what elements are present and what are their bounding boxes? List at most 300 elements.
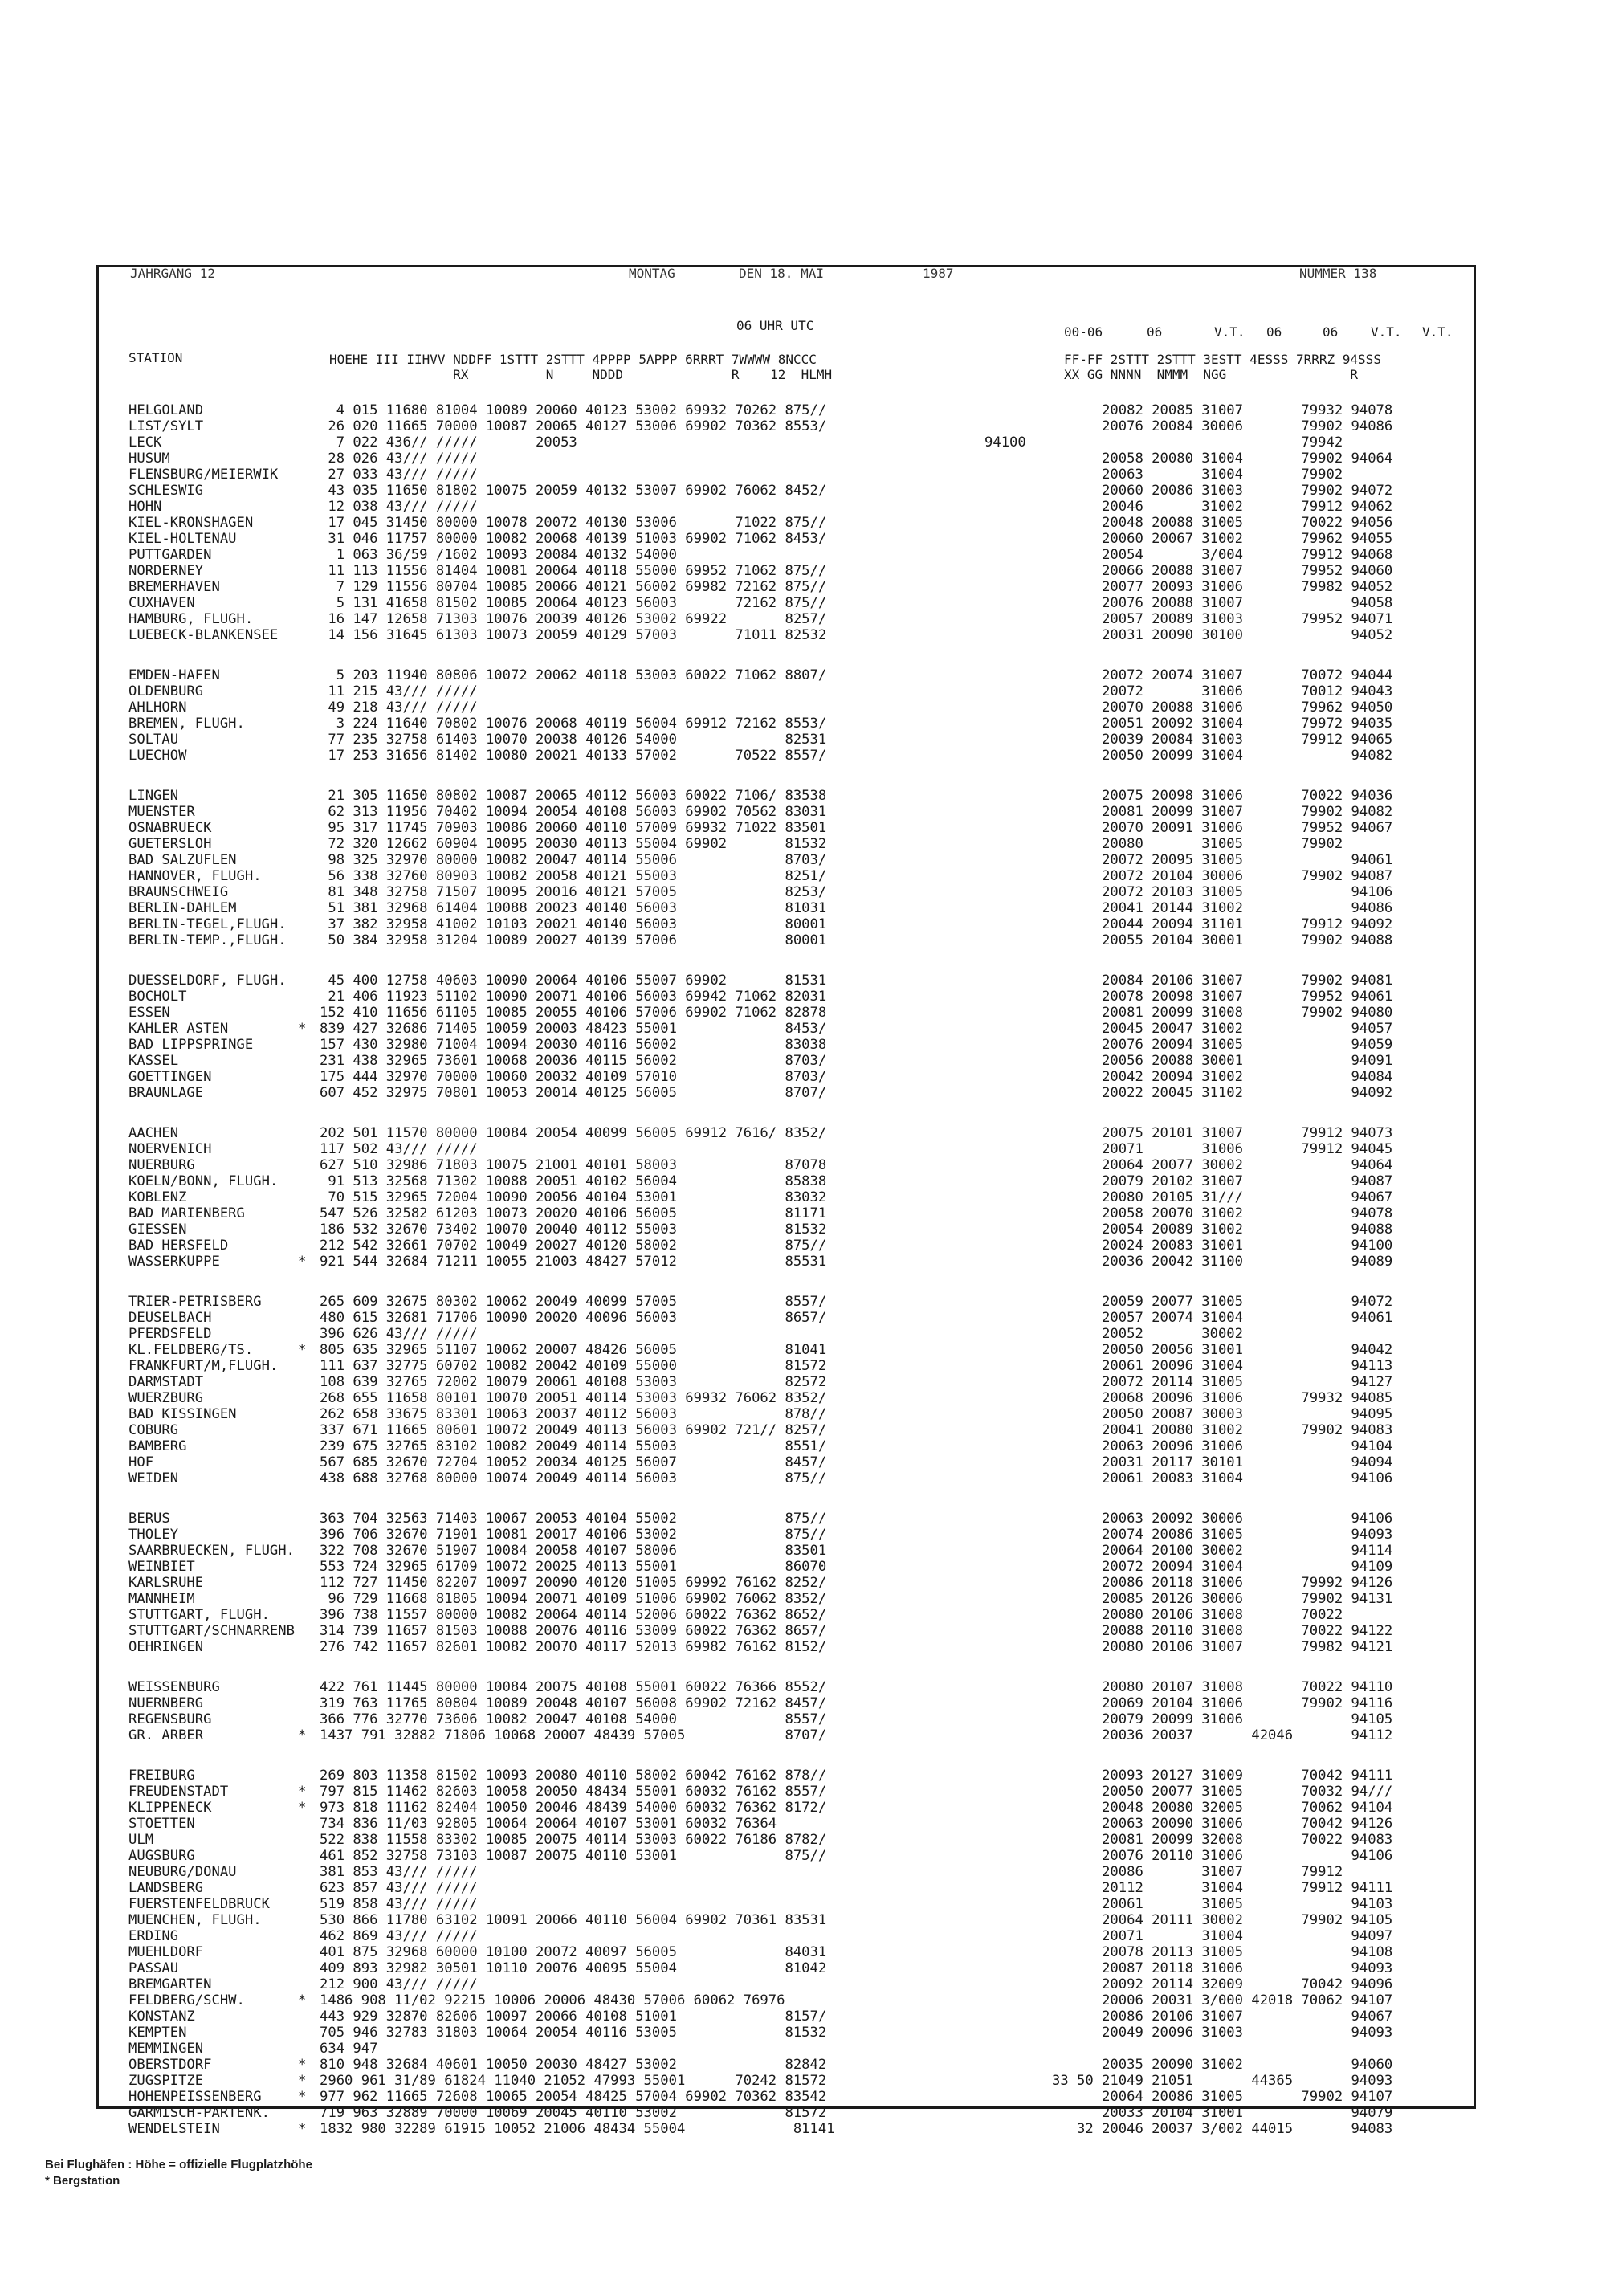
obs-block: 51 381 32968 61404 10088 20023 40140 56003 81031 [320, 900, 827, 916]
forecast-block: 20064 20077 30002 94064 [1052, 1157, 1393, 1173]
forecast-block: 20081 20099 31007 79902 94082 [1052, 804, 1393, 820]
obs-block: 553 724 32965 61709 10072 20025 40113 55001 86070 [320, 1559, 827, 1575]
station-name: OLDENBURG [128, 683, 204, 699]
station-name: BERLIN-TEMP.,FLUGH. [128, 932, 287, 948]
station-name: STOETTEN [128, 1816, 195, 1832]
forecast-block: 20050 20056 31001 94042 [1052, 1342, 1393, 1358]
forecast-block: 20060 20086 31003 79902 94072 [1052, 483, 1393, 499]
obs-block: 396 738 11557 80000 10082 20064 40114 52006 60022 76362 8652/ [320, 1607, 827, 1623]
forecast-block: 20058 20070 31002 94078 [1052, 1205, 1393, 1221]
forecast-block: 20080 20105 31/// 94067 [1052, 1189, 1393, 1205]
station-name: BERLIN-DAHLEM [128, 900, 237, 916]
station-name: AHLHORN [128, 699, 187, 716]
obs-block: 186 532 32670 73402 10070 20040 40112 55003 81532 [320, 1221, 827, 1238]
forecast-block: 20085 20126 30006 79902 94131 [1052, 1591, 1393, 1607]
obs-block: 21 305 11650 80802 10087 20065 40112 56003 60022 7106/ 83538 [320, 788, 827, 804]
forecast-block: 20072 31006 70012 94043 [1052, 683, 1393, 699]
obs-block: 438 688 32768 80000 10074 20049 40114 56003 875// [320, 1470, 827, 1486]
obs-block: 112 727 11450 82207 10097 20090 40120 51005 69992 76162 8252/ [320, 1575, 827, 1591]
forecast-block: 20063 20092 30006 94106 [1052, 1511, 1393, 1527]
station-name: LUEBECK-BLANKENSEE [128, 627, 279, 643]
forecast-block: 20075 20101 31007 79912 94073 [1052, 1125, 1393, 1141]
forecast-block: 20033 20104 31001 94079 [1052, 2105, 1393, 2121]
station-name: KL.FELDBERG/TS. [128, 1342, 254, 1358]
station-name: EMDEN-HAFEN [128, 667, 220, 683]
forecast-block: 20036 20042 31100 94089 [1052, 1254, 1393, 1270]
station-name: NOERVENICH [128, 1141, 212, 1157]
station-name: BAD KISSINGEN [128, 1406, 237, 1422]
obs-block: 28 026 43/// ///// [320, 451, 478, 467]
forecast-block: 20064 20086 31005 79902 94107 [1052, 2089, 1393, 2105]
station-name: MUEHLDORF [128, 1944, 204, 1960]
forecast-block: 20069 20104 31006 79902 94116 [1052, 1695, 1393, 1711]
forecast-block: 20050 20077 31005 70032 94/// [1052, 1784, 1393, 1800]
time-label-06c: 06 [1323, 324, 1339, 340]
station-name: LIST/SYLT [128, 418, 204, 434]
obs-block: 719 963 32889 70000 10069 20045 40110 53002 81572 [320, 2105, 827, 2121]
station-name: WUERZBURG [128, 1390, 204, 1406]
station-name: HUSUM [128, 451, 170, 467]
obs-block: 17 253 31656 81402 10080 20021 40133 57002 70522 8557/ [320, 748, 827, 764]
station-name: NORDERNEY [128, 563, 204, 579]
forecast-block: 20061 20096 31004 94113 [1052, 1358, 1393, 1374]
station-name: WEISSENBURG [128, 1679, 220, 1695]
obs-block: 202 501 11570 80000 10084 20054 40099 56005 69912 7616/ 8352/ [320, 1125, 827, 1141]
right-header-row1: FF-FF 2STTT 2STTT 3ESTT 4ESSS 7RRRZ 94SSS [1064, 352, 1381, 367]
obs-block: 96 729 11668 81805 10094 20071 40109 51006 69902 76062 8352/ [320, 1591, 827, 1607]
forecast-block: 20080 20106 31007 79982 94121 [1052, 1639, 1393, 1655]
forecast-block: 20058 20080 31004 79902 94064 [1052, 451, 1393, 467]
obs-block: 152 410 11656 61105 10085 20055 40106 57006 69902 71062 82878 [320, 1005, 827, 1021]
station-name: SOLTAU [128, 732, 179, 748]
obs-block: 634 947 [320, 2041, 378, 2057]
obs-block: 212 900 43/// ///// [320, 1976, 478, 1992]
obs-block: 7 129 11556 80704 10085 20066 40121 56002 69982 72162 875// [320, 579, 827, 595]
forecast-block: 20092 20114 32009 70042 94096 [1052, 1976, 1393, 1992]
station-name: KASSEL [128, 1053, 179, 1069]
station-name: DEUSELBACH [128, 1310, 212, 1326]
station-name: DARMSTADT [128, 1374, 204, 1390]
forecast-block: 20064 20111 30002 79902 94105 [1052, 1912, 1393, 1928]
station-name: WENDELSTEIN [128, 2121, 220, 2137]
obs-block: 11 113 11556 81404 10081 20064 40118 55000 69952 71062 875// [320, 563, 827, 579]
station-name: HAMBURG, FLUGH. [128, 611, 254, 627]
obs-block: 43 035 11650 81802 10075 20059 40132 53007 69902 76062 8452/ [320, 483, 827, 499]
station-name: KOELN/BONN, FLUGH. [128, 1173, 279, 1189]
obs-block: 239 675 32765 83102 10082 20049 40114 55003 8551/ [320, 1438, 827, 1454]
forecast-block: 20054 20089 31002 94088 [1052, 1221, 1393, 1238]
obs-block: 607 452 32975 70801 10053 20014 40125 56005 8707/ [320, 1085, 827, 1101]
station-name: OEHRINGEN [128, 1639, 204, 1655]
forecast-block: 20068 20096 31006 79932 94085 [1052, 1390, 1393, 1406]
obs-block: 70 515 32965 72004 10090 20056 40104 53001 83032 [320, 1189, 827, 1205]
station-name: FLENSBURG/MEIERWIK [128, 467, 279, 483]
left-header-row2: RX N NDDD R 12 HLMH [329, 367, 833, 382]
obs-block: 1486 908 11/02 92215 10006 20006 48430 57006 60062 76976 [320, 1992, 785, 2008]
obs-block: 26 020 11665 70000 10087 20065 40127 53006 69902 70362 8553/ [320, 418, 827, 434]
mountain-marker: * [298, 2121, 307, 2137]
forecast-block: 20086 20118 31006 79992 94126 [1052, 1575, 1393, 1591]
forecast-block: 20057 20089 31003 79952 94071 [1052, 611, 1393, 627]
station-name: LANDSBERG [128, 1880, 204, 1896]
forecast-block: 20031 20117 30101 94094 [1052, 1454, 1393, 1470]
forecast-block: 20045 20047 31002 94057 [1052, 1021, 1393, 1037]
time-label-0006: 00-06 [1064, 324, 1103, 340]
time-label-vt1: V.T. [1214, 324, 1245, 340]
forecast-block: 20070 20088 31006 79962 94050 [1052, 699, 1393, 716]
station-name: LINGEN [128, 788, 179, 804]
forecast-block: 20076 20110 31006 94106 [1052, 1848, 1393, 1864]
obs-block: 49 218 43/// ///// [320, 699, 478, 716]
station-name: BRAUNLAGE [128, 1085, 204, 1101]
forecast-block: 20076 20084 30006 79902 94086 [1052, 418, 1393, 434]
obs-block: 422 761 11445 80000 10084 20075 40108 55001 60022 76366 8552/ [320, 1679, 827, 1695]
forecast-block: 20072 20095 31005 94061 [1052, 852, 1393, 868]
forecast-block: 20072 20104 30006 79902 94087 [1052, 868, 1393, 884]
forecast-block: 20063 31004 79902 [1052, 467, 1343, 483]
obs-block: 805 635 32965 51107 10062 20007 48426 56005 81041 [320, 1342, 827, 1358]
mountain-marker: * [298, 1784, 307, 1800]
forecast-block: 20031 20090 30100 94052 [1052, 627, 1393, 643]
station-name: MUENCHEN, FLUGH. [128, 1912, 262, 1928]
obs-block: 31 046 11757 80000 10082 20068 40139 51003 69902 71062 8453/ [320, 531, 827, 547]
obs-block: 81 348 32758 71507 10095 20016 40121 57005 8253/ [320, 884, 827, 900]
station-name: BAD HERSFELD [128, 1238, 229, 1254]
obs-block: 1437 791 32882 71806 10068 20007 48439 57005 8707/ [320, 1727, 827, 1743]
forecast-block: 20035 20090 31002 94060 [1052, 2057, 1393, 2073]
forecast-block: 20072 20094 31004 94109 [1052, 1559, 1393, 1575]
obs-block: 45 400 12758 40603 10090 20064 40106 55007 69902 81531 [320, 973, 827, 989]
forecast-block: 20050 20099 31004 94082 [1052, 748, 1393, 764]
station-header: STATION [128, 350, 183, 365]
obs-block: 480 615 32681 71706 10090 20020 40096 56003 8657/ [320, 1310, 827, 1326]
obs-block: 56 338 32760 80903 10082 20058 40121 55003 8251/ [320, 868, 827, 884]
station-name: KOBLENZ [128, 1189, 187, 1205]
forecast-block: 20066 20088 31007 79952 94060 [1052, 563, 1393, 579]
obs-block: 1 063 36/59 /1602 10093 20084 40132 54000 [320, 547, 677, 563]
obs-block: 734 836 11/03 92805 10064 20064 40107 53001 60032 76364 [320, 1816, 777, 1832]
forecast-block: 20076 20094 31005 94059 [1052, 1037, 1393, 1053]
station-name: PFERDSFELD [128, 1326, 212, 1342]
obs-block: 797 815 11462 82603 10058 20050 48434 55001 60032 76162 8557/ [320, 1784, 827, 1800]
forecast-block: 20071 31006 79912 94045 [1052, 1141, 1393, 1157]
obs-block: 839 427 32686 71405 10059 20003 48423 55001 8453/ [320, 1021, 827, 1037]
obs-block: 108 639 32765 72002 10079 20061 40108 53003 82572 [320, 1374, 827, 1390]
time-label-06b: 06 [1266, 324, 1282, 340]
forecast-block: 20077 20093 31006 79982 94052 [1052, 579, 1393, 595]
obs-block: 11 215 43/// ///// [320, 683, 478, 699]
obs-block: 50 384 32958 31204 10089 20027 40139 57006 80001 [320, 932, 827, 948]
obs-block: 7 022 436// ///// 20053 [320, 434, 577, 451]
station-name: FREUDENSTADT [128, 1784, 229, 1800]
forecast-block: 20044 20094 31101 79912 94092 [1052, 916, 1393, 932]
mountain-marker: * [298, 2089, 307, 2105]
forecast-block: 20081 20099 32008 70022 94083 [1052, 1832, 1393, 1848]
forecast-block: 20072 20114 31005 94127 [1052, 1374, 1393, 1390]
station-name: MEMMINGEN [128, 2041, 204, 2057]
station-name: HELGOLAND [128, 402, 204, 418]
obs-block: 381 853 43/// ///// [320, 1864, 478, 1880]
obs-block: 366 776 32770 73606 10082 20047 40108 54000 8557/ [320, 1711, 827, 1727]
obs-block: 111 637 32775 60702 10082 20042 40109 55000 81572 [320, 1358, 827, 1374]
forecast-block: 20070 20091 31006 79952 94067 [1052, 820, 1393, 836]
obs-block: 2960 961 31/89 61824 11040 21052 47993 55001 70242 81572 [320, 2073, 827, 2089]
station-name: NUERNBERG [128, 1695, 204, 1711]
station-name: ESSEN [128, 1005, 170, 1021]
forecast-block: 20087 20118 31006 94093 [1052, 1960, 1393, 1976]
forecast-block: 20063 20096 31006 94104 [1052, 1438, 1393, 1454]
forecast-block: 20036 20037 42046 94112 [1052, 1727, 1393, 1743]
time-label-06a: 06 [1147, 324, 1163, 340]
forecast-block: 20061 31005 94103 [1052, 1896, 1393, 1912]
station-name: FREIBURG [128, 1768, 195, 1784]
footnotes [45, 2157, 312, 2189]
station-name: LUECHOW [128, 748, 187, 764]
forecast-block: 20057 20074 31004 94061 [1052, 1310, 1393, 1326]
station-name: ERDING [128, 1928, 179, 1944]
obs-block: 4 015 11680 81004 10089 20060 40123 53002 69932 70262 875// [320, 402, 827, 418]
station-name: KIEL-HOLTENAU [128, 531, 237, 547]
forecast-block: 20024 20083 31001 94100 [1052, 1238, 1393, 1254]
obs-block: 117 502 43/// ///// [320, 1141, 478, 1157]
obs-block: 396 626 43/// ///// [320, 1326, 478, 1342]
forecast-block: 20046 31002 79912 94062 [1052, 499, 1393, 515]
station-name: BREMEN, FLUGH. [128, 716, 245, 732]
obs-block: 973 818 11162 82404 10050 20046 48439 54000 60032 76362 8172/ [320, 1800, 827, 1816]
forecast-block: 20071 31004 94097 [1052, 1928, 1393, 1944]
forecast-block: 20080 20106 31008 70022 [1052, 1607, 1343, 1623]
obs-block: 14 156 31645 61303 10073 20059 40129 57003 71011 82532 [320, 627, 827, 643]
forecast-block: 20054 3/004 79912 94068 [1052, 547, 1393, 563]
obs-block: 21 406 11923 51102 10090 20071 40106 56003 69942 71062 82031 [320, 989, 827, 1005]
forecast-block: 20063 20090 31006 70042 94126 [1052, 1816, 1393, 1832]
mountain-marker: * [298, 1021, 307, 1037]
forecast-block: 20075 20098 31006 70022 94036 [1052, 788, 1393, 804]
obs-block: 519 858 43/// ///// [320, 1896, 478, 1912]
forecast-block: 20079 20099 31006 94105 [1052, 1711, 1393, 1727]
forecast-block: 20050 20087 30003 94095 [1052, 1406, 1393, 1422]
forecast-block: 20059 20077 31005 94072 [1052, 1294, 1393, 1310]
obs-block: 62 313 11956 70402 10094 20054 40108 56003 69902 70562 83031 [320, 804, 827, 820]
obs-block: 401 875 32968 60000 10100 20072 40097 56005 84031 [320, 1944, 827, 1960]
station-name: GOETTINGEN [128, 1069, 212, 1085]
station-name: ZUGSPITZE [128, 2073, 204, 2089]
mountain-marker: * [298, 1992, 307, 2008]
weekday-label: MONTAG [629, 266, 675, 281]
forecast-block: 20078 20113 31005 94108 [1052, 1944, 1393, 1960]
forecast-block: 20072 20103 31005 94106 [1052, 884, 1393, 900]
station-name: SCHLESWIG [128, 483, 204, 499]
station-name: COBURG [128, 1422, 179, 1438]
obs-block: 77 235 32758 61403 10070 20038 40126 54000 82531 [320, 732, 827, 748]
forecast-block: 20080 31005 79902 [1052, 836, 1343, 852]
obs-block: 269 803 11358 81502 10093 20080 40110 58002 60042 76162 878// [320, 1768, 827, 1784]
station-name: HOHN [128, 499, 162, 515]
obs-block: 175 444 32970 70000 10060 20032 40109 57010 8703/ [320, 1069, 827, 1085]
mountain-marker: * [298, 1800, 307, 1816]
station-name: BAD SALZUFLEN [128, 852, 237, 868]
station-name: BAD MARIENBERG [128, 1205, 245, 1221]
mountain-marker: * [298, 2057, 307, 2073]
forecast-block: 20064 20100 30002 94114 [1052, 1543, 1393, 1559]
station-name: GARMISCH-PARTENK. [128, 2105, 270, 2121]
station-name: BREMGARTEN [128, 1976, 212, 1992]
station-name: BREMERHAVEN [128, 579, 220, 595]
station-name: KARLSRUHE [128, 1575, 204, 1591]
forecast-block: 20055 20104 30001 79902 94088 [1052, 932, 1393, 948]
forecast-block: 20042 20094 31002 94084 [1052, 1069, 1393, 1085]
station-name: KAHLER ASTEN [128, 1021, 229, 1037]
obs-block: 337 671 11665 80601 10072 20049 40113 56003 69902 721// 8257/ [320, 1422, 827, 1438]
forecast-block: 20078 20098 31007 79952 94061 [1052, 989, 1393, 1005]
obs-block: 1832 980 32289 61915 10052 21006 48434 55004 81141 [320, 2121, 835, 2137]
station-name: OBERSTDORF [128, 2057, 212, 2073]
station-name: LECK [128, 434, 162, 451]
station-name: PASSAU [128, 1960, 179, 1976]
forecast-block: 20039 20084 31003 79912 94065 [1052, 732, 1393, 748]
station-name: HOHENPEISSENBERG [128, 2089, 262, 2105]
mountain-marker: * [298, 1727, 307, 1743]
time-label-vt2: V.T. [1371, 324, 1402, 340]
stray-value: 94100 [984, 434, 1026, 451]
obs-block: 322 708 32670 51907 10084 20058 40107 58006 83501 [320, 1543, 827, 1559]
forecast-block: 20051 20092 31004 79972 94035 [1052, 716, 1393, 732]
station-name: THOLEY [128, 1527, 179, 1543]
station-name: ULM [128, 1832, 154, 1848]
forecast-block: 20074 20086 31005 94093 [1052, 1527, 1393, 1543]
obs-block: 37 382 32958 41002 10103 20021 40140 56003 80001 [320, 916, 827, 932]
forecast-block: 20084 20106 31007 79902 94081 [1052, 973, 1393, 989]
forecast-block: 20022 20045 31102 94092 [1052, 1085, 1393, 1101]
forecast-block: 20049 20096 31003 94093 [1052, 2025, 1393, 2041]
obs-block: 16 147 12658 71303 10076 20039 40126 53002 69922 8257/ [320, 611, 827, 627]
station-name: WASSERKUPPE [128, 1254, 220, 1270]
obs-block: 27 033 43/// ///// [320, 467, 478, 483]
station-name: HOF [128, 1454, 154, 1470]
forecast-block: 20081 20099 31008 79902 94080 [1052, 1005, 1393, 1021]
station-name: DUESSELDORF, FLUGH. [128, 973, 287, 989]
obs-block: 95 317 11745 70903 10086 20060 40110 57009 69932 71022 83501 [320, 820, 827, 836]
station-name: STUTTGART/SCHNARRENB [128, 1623, 295, 1639]
forecast-block: 20112 31004 79912 94111 [1052, 1880, 1393, 1896]
obs-block: 17 045 31450 80000 10078 20072 40130 53006 71022 875// [320, 515, 827, 531]
station-name: BOCHOLT [128, 989, 187, 1005]
obs-block: 567 685 32670 72704 10052 20034 40125 56007 8457/ [320, 1454, 827, 1470]
obs-block: 268 655 11658 80101 10070 20051 40114 53003 69932 76062 8352/ [320, 1390, 827, 1406]
issue-number: NUMMER 138 [1299, 266, 1377, 281]
station-name: FRANKFURT/M,FLUGH. [128, 1358, 279, 1374]
station-name: KLIPPENECK [128, 1800, 212, 1816]
forecast-block: 20048 20088 31005 70022 94056 [1052, 515, 1393, 531]
forecast-block: 20041 20080 31002 79902 94083 [1052, 1422, 1393, 1438]
station-name: BERLIN-TEGEL,FLUGH. [128, 916, 287, 932]
obs-block: 522 838 11558 83302 10085 20075 40114 53003 60022 76186 8782/ [320, 1832, 827, 1848]
mountain-marker: * [298, 1342, 307, 1358]
forecast-block: 20086 20106 31007 94067 [1052, 2008, 1393, 2025]
station-name: WEINBIET [128, 1559, 195, 1575]
forecast-block: 20052 30002 [1052, 1326, 1243, 1342]
time-label-vt3: V.T. [1422, 324, 1453, 340]
right-header-row2: XX GG NNNN NMMM NGG R [1064, 367, 1359, 382]
obs-block: 705 946 32783 31803 10064 20054 40116 53005 81532 [320, 2025, 827, 2041]
obs-block: 3 224 11640 70802 10076 20068 40119 56004 69912 72162 8553/ [320, 716, 827, 732]
station-name: TRIER-PETRISBERG [128, 1294, 262, 1310]
obs-block: 157 430 32980 71004 10094 20030 40116 56002 83038 [320, 1037, 827, 1053]
station-name: MANNHEIM [128, 1591, 195, 1607]
station-name: AACHEN [128, 1125, 179, 1141]
obs-block: 409 893 32982 30501 10110 20076 40095 55004 81042 [320, 1960, 827, 1976]
left-header-row1: HOEHE III IIHVV NDDFF 1STTT 2STTT 4PPPP 5APPP 6RRRT 7WWWW 8NCCC [329, 352, 817, 367]
obs-block: 977 962 11665 72608 10065 20054 48425 57004 69902 70362 83542 [320, 2089, 827, 2105]
obs-block: 461 852 32758 73103 10087 20075 40110 53001 875// [320, 1848, 827, 1864]
obs-block: 627 510 32986 71803 10075 21001 40101 58003 87078 [320, 1157, 827, 1173]
forecast-block: 33 50 21049 21051 44365 94093 [1052, 2073, 1393, 2089]
obs-block: 314 739 11657 81503 10088 20076 40116 53009 60022 76362 8657/ [320, 1623, 827, 1639]
station-name: SAARBRUECKEN, FLUGH. [128, 1543, 295, 1559]
obs-block: 262 658 33675 83301 10063 20037 40112 56003 878// [320, 1406, 827, 1422]
obs-block: 319 763 11765 80804 10089 20048 40107 56008 69902 72162 8457/ [320, 1695, 827, 1711]
station-name: BRAUNSCHWEIG [128, 884, 229, 900]
date-label: DEN 18. MAI [739, 266, 824, 281]
station-name: STUTTGART, FLUGH. [128, 1607, 270, 1623]
station-name: WEIDEN [128, 1470, 179, 1486]
station-name: NUERBURG [128, 1157, 195, 1173]
footnote-mountain: * Bergstation [45, 2174, 120, 2188]
obs-block: 396 706 32670 71901 10081 20017 40106 53002 875// [320, 1527, 827, 1543]
obs-block: 231 438 32965 73601 10068 20036 40115 56002 8703/ [320, 1053, 827, 1069]
forecast-block: 20056 20088 30001 94091 [1052, 1053, 1393, 1069]
obs-time-label: 06 UHR UTC [736, 318, 814, 333]
forecast-block: 20086 31007 79912 [1052, 1864, 1343, 1880]
obs-block: 276 742 11657 82601 10082 20070 40117 52013 69982 76162 8152/ [320, 1639, 827, 1655]
obs-block: 810 948 32684 40601 10050 20030 48427 53002 82842 [320, 2057, 827, 2073]
forecast-block: 20093 20127 31009 70042 94111 [1052, 1768, 1393, 1784]
station-name: BERUS [128, 1511, 170, 1527]
station-name: FUERSTENFELDBRUCK [128, 1896, 270, 1912]
obs-block: 462 869 43/// ///// [320, 1928, 478, 1944]
footnote-airport: Bei Flughäfen : Höhe = offizielle Flugplatzhöhe [45, 2158, 312, 2172]
year-label: 1987 [923, 266, 954, 281]
obs-block: 5 131 41658 81502 10085 20064 40123 56003 72162 875// [320, 595, 827, 611]
station-name: MUENSTER [128, 804, 195, 820]
forecast-block: 20082 20085 31007 79932 94078 [1052, 402, 1393, 418]
station-name: OSNABRUECK [128, 820, 212, 836]
station-name: CUXHAVEN [128, 595, 195, 611]
station-name: NEUBURG/DONAU [128, 1864, 237, 1880]
forecast-block: 20060 20067 31002 79962 94055 [1052, 531, 1393, 547]
station-name: GR. ARBER [128, 1727, 204, 1743]
obs-block: 921 544 32684 71211 10055 21003 48427 57012 85531 [320, 1254, 827, 1270]
obs-block: 212 542 32661 70702 10049 20027 40120 58002 875// [320, 1238, 827, 1254]
forecast-block: 20061 20083 31004 94106 [1052, 1470, 1393, 1486]
station-name: PUTTGARDEN [128, 547, 212, 563]
forecast-block: 32 20046 20037 3/002 44015 94083 [1052, 2121, 1393, 2137]
volume-label: JAHRGANG 12 [130, 266, 215, 281]
forecast-block: 20072 20074 31007 70072 94044 [1052, 667, 1393, 683]
station-name: GUETERSLOH [128, 836, 212, 852]
obs-block: 5 203 11940 80806 10072 20062 40118 53003 60022 71062 8807/ [320, 667, 827, 683]
station-name: BAMBERG [128, 1438, 187, 1454]
forecast-block: 20088 20110 31008 70022 94122 [1052, 1623, 1393, 1639]
station-name: FELDBERG/SCHW. [128, 1992, 245, 2008]
obs-block: 623 857 43/// ///// [320, 1880, 478, 1896]
station-name: AUGSBURG [128, 1848, 195, 1864]
station-name: BAD LIPPSPRINGE [128, 1037, 254, 1053]
obs-block: 547 526 32582 61203 10073 20020 40106 56005 81171 [320, 1205, 827, 1221]
obs-block: 265 609 32675 80302 10062 20049 40099 57005 8557/ [320, 1294, 827, 1310]
forecast-block: 20076 20088 31007 94058 [1052, 595, 1393, 611]
obs-block: 12 038 43/// ///// [320, 499, 478, 515]
